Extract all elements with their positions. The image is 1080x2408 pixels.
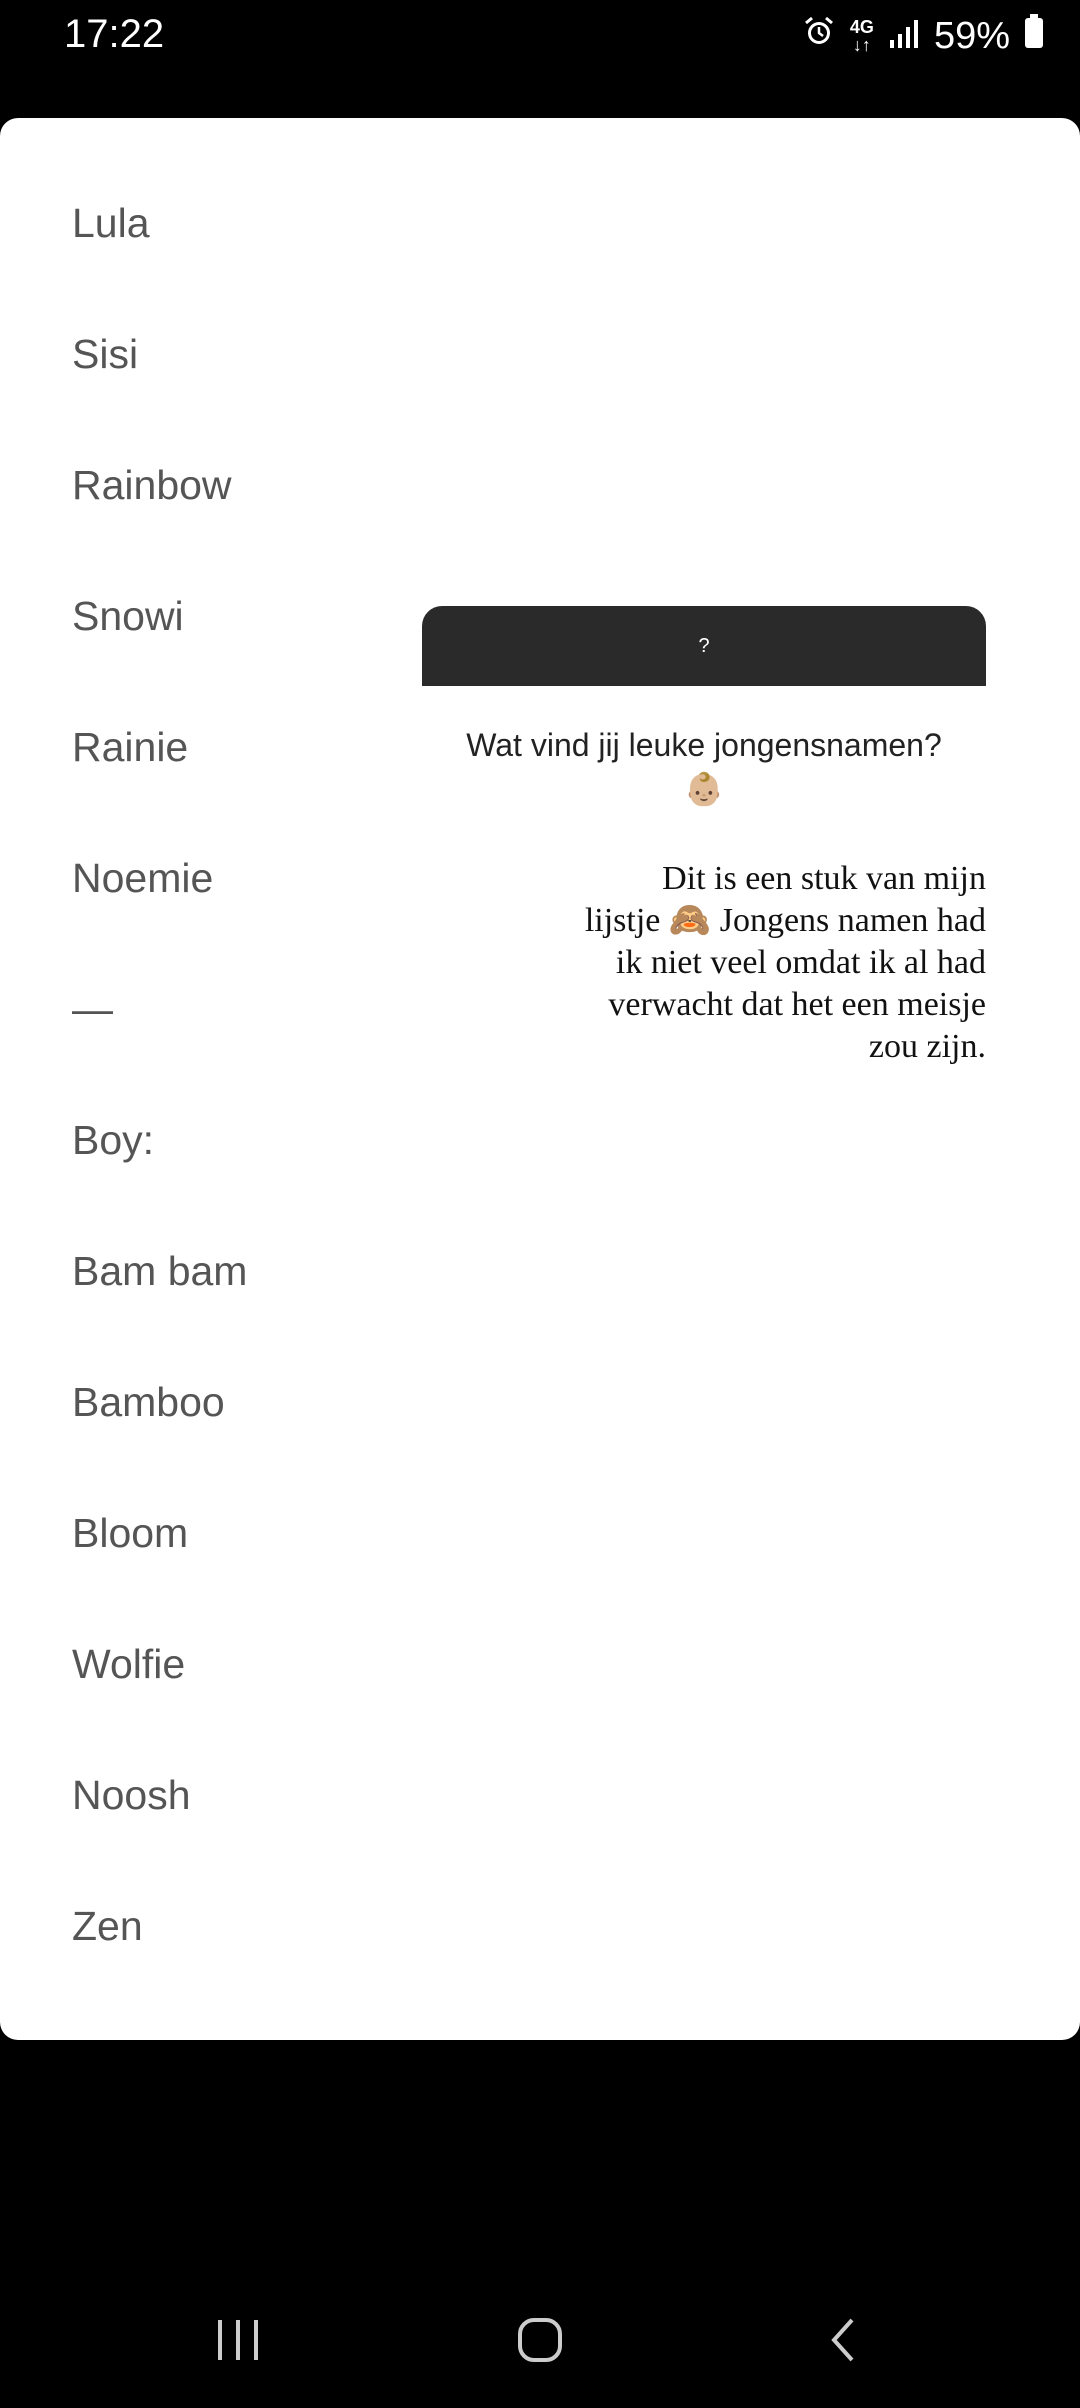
list-item: Bam bam [72,1248,248,1294]
network-type: 4G [849,17,874,37]
answer-line: Dit is een stuk van mijn [662,860,986,897]
back-icon[interactable] [802,2300,882,2380]
list-item: Noosh [72,1772,191,1818]
list-item: Bamboo [72,1379,225,1425]
answer-fragment: Jongens namen had [719,902,986,939]
list-item: Bloom [72,1510,189,1556]
answer-line: zou zijn. [868,1028,986,1065]
question-text [422,723,986,811]
answer-line [500,900,986,942]
answer-fragment: lijstje [584,902,661,939]
answer-line: ik niet veel omdat ik al had [615,944,986,981]
list-item: Snowi [72,593,184,639]
list-item: Boy: [72,1117,155,1163]
list-item: Rainbow [72,462,232,508]
question-label: Wat vind jij leuke jongensnamen? [466,727,942,763]
question-mark: ? [698,634,710,657]
story-card[interactable] [0,118,1080,2040]
list-item: Wolfie [72,1641,186,1687]
list-item: Zen [72,1903,143,1949]
list-item: Lula [72,200,150,246]
name-list [72,196,247,2030]
recents-icon[interactable] [198,2300,278,2380]
alarm-icon [802,14,836,58]
battery-percent: 59% [933,14,1010,57]
status-icons [802,14,1044,58]
status-time: 17:22 [64,12,165,56]
home-icon[interactable] [500,2300,580,2380]
monkey-emoji: 🙈 [668,902,712,939]
answer-line: verwacht dat het een meisje [608,986,986,1023]
question-sticker-header [422,606,986,686]
list-item: Sisi [72,331,139,377]
list-item: — [72,986,113,1032]
navigation-bar [0,2240,1080,2408]
battery-icon [1024,14,1044,58]
list-item: Rainie [72,724,189,770]
status-bar [0,0,1080,110]
baby-emoji: 👶🏼 [684,771,724,807]
signal-icon [888,15,920,58]
list-item: Noemie [72,855,214,901]
network-badge: 4G ↓↑ [849,17,874,55]
answer-text [500,858,986,1068]
